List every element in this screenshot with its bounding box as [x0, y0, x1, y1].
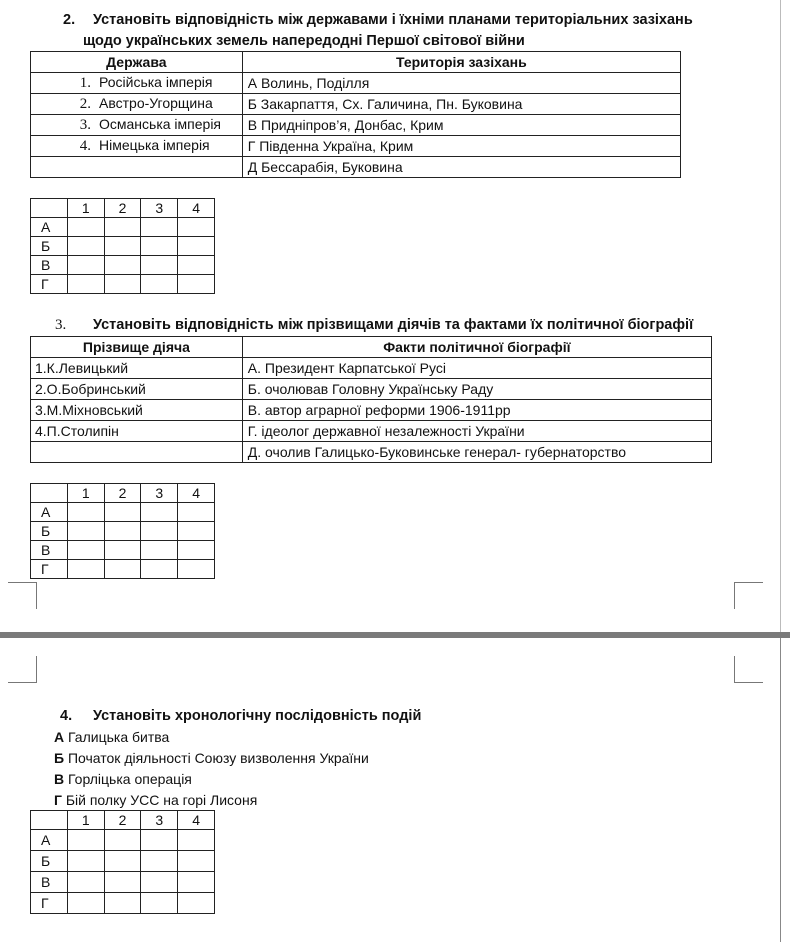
answer-cell[interactable] — [104, 830, 141, 851]
answer-cell[interactable] — [67, 893, 104, 914]
answer-cell[interactable] — [67, 872, 104, 893]
answer-cell[interactable] — [178, 218, 215, 237]
answer-cell[interactable] — [178, 522, 215, 541]
table-row — [31, 400, 712, 421]
fact-cell: Г. ідеолог державної незалежності України — [242, 421, 711, 442]
answer-cell[interactable] — [178, 256, 215, 275]
grid-row-label: Б — [31, 851, 68, 872]
answer-cell[interactable] — [141, 893, 178, 914]
answer-cell[interactable] — [178, 851, 215, 872]
answer-cell[interactable] — [67, 237, 104, 256]
person-cell: 2.О.Бобринський — [31, 379, 243, 400]
grid-row-label: Б — [31, 237, 68, 256]
table-cell — [31, 157, 243, 178]
column-header: Держава — [31, 52, 243, 73]
person-cell: 1.К.Левицький — [31, 358, 243, 379]
table-row — [31, 157, 681, 178]
grid-row-label: А — [31, 218, 68, 237]
answer-cell[interactable] — [141, 830, 178, 851]
answer-cell[interactable] — [104, 237, 141, 256]
table-cell — [31, 115, 243, 136]
territory-cell: Б Закарпаття, Сх. Галичина, Пн. Буковина — [242, 94, 680, 115]
grid-col-header: 4 — [178, 811, 215, 830]
q3-number: 3. — [55, 317, 67, 333]
state-name: Османська імперія — [99, 116, 222, 132]
event-letter: В — [54, 771, 65, 787]
fact-cell: А. Президент Карпатської Русі — [242, 358, 711, 379]
grid-col-header: 1 — [67, 811, 104, 830]
event-text: Горліцька операція — [68, 771, 192, 787]
state-name: Німецька імперія — [99, 137, 210, 153]
grid-row-label: В — [31, 256, 68, 275]
territory-cell: А Волинь, Поділля — [242, 73, 680, 94]
answer-grid — [30, 483, 215, 579]
answer-cell[interactable] — [67, 218, 104, 237]
answer-cell[interactable] — [141, 218, 178, 237]
answer-cell[interactable] — [67, 541, 104, 560]
answer-cell[interactable] — [141, 522, 178, 541]
grid-corner — [31, 811, 68, 830]
answer-cell[interactable] — [67, 275, 104, 294]
q4-event-list — [54, 727, 369, 811]
answer-cell[interactable] — [67, 522, 104, 541]
answer-cell[interactable] — [67, 851, 104, 872]
answer-cell[interactable] — [67, 830, 104, 851]
territory-cell: Г Південна Україна, Крим — [242, 136, 680, 157]
table-row — [31, 115, 681, 136]
answer-cell[interactable] — [141, 256, 178, 275]
table-header-row — [31, 52, 681, 73]
answer-cell[interactable] — [178, 893, 215, 914]
grid-row-label: Г — [31, 893, 68, 914]
table-row — [31, 94, 681, 115]
column-header: Територія зазіхань — [242, 52, 680, 73]
table-row — [31, 379, 712, 400]
state-name: Російська імперія — [99, 74, 213, 90]
state-name: Австро-Угорщина — [99, 95, 213, 111]
table-row — [31, 136, 681, 157]
q2-title-line2: щодо українських земель напередодні Першої світової війни — [83, 33, 525, 49]
table-row — [31, 358, 712, 379]
answer-cell[interactable] — [178, 541, 215, 560]
territory-cell: Д Бессарабія, Буковина — [242, 157, 680, 178]
answer-cell[interactable] — [178, 830, 215, 851]
answer-cell[interactable] — [141, 503, 178, 522]
grid-row-label: Г — [31, 275, 68, 294]
answer-cell[interactable] — [104, 503, 141, 522]
answer-cell[interactable] — [67, 560, 104, 579]
grid-col-header: 3 — [141, 199, 178, 218]
grid-row-label: Г — [31, 560, 68, 579]
grid-col-header: 1 — [67, 199, 104, 218]
q3-title-text: Установіть відповідність між прізвищами діячів та фактами їх політичної біографії — [93, 317, 694, 333]
answer-cell[interactable] — [104, 275, 141, 294]
q2-number: 2. — [63, 12, 76, 28]
grid-col-header: 1 — [67, 484, 104, 503]
q4-title-text: Установіть хронологічну послідовність подій — [93, 708, 422, 724]
list-item — [54, 727, 369, 748]
event-text: Бій полку УСС на горі Лисоня — [65, 792, 258, 808]
row-number: 2. — [79, 96, 91, 112]
person-cell — [31, 442, 243, 463]
table-row — [31, 73, 681, 94]
answer-cell[interactable] — [104, 218, 141, 237]
answer-cell[interactable] — [141, 541, 178, 560]
grid-col-header: 2 — [104, 484, 141, 503]
grid-col-header: 4 — [178, 484, 215, 503]
fact-cell: В. автор аграрної реформи 1906-1911рр — [242, 400, 711, 421]
q2-title — [63, 10, 693, 30]
table-cell — [31, 94, 243, 115]
margin-corner-mark — [734, 656, 763, 683]
event-letter: Г — [54, 792, 62, 808]
grid-col-header: 4 — [178, 199, 215, 218]
event-text: Галицька битва — [68, 729, 170, 745]
q3-title — [55, 315, 693, 335]
event-letter: А — [54, 729, 65, 745]
list-item — [54, 769, 369, 790]
person-cell: 4.П.Столипін — [31, 421, 243, 442]
answer-cell[interactable] — [104, 522, 141, 541]
answer-grid — [30, 810, 215, 914]
grid-col-header: 3 — [141, 811, 178, 830]
fact-cell: Б. очолював Головну Українську Раду — [242, 379, 711, 400]
person-cell: 3.М.Міхновський — [31, 400, 243, 421]
answer-cell[interactable] — [178, 872, 215, 893]
answer-cell[interactable] — [141, 872, 178, 893]
row-number: 3. — [79, 117, 91, 133]
margin-corner-mark — [734, 582, 763, 609]
grid-col-header: 2 — [104, 199, 141, 218]
grid-row-label: А — [31, 503, 68, 522]
answer-cell[interactable] — [178, 503, 215, 522]
table-cell — [31, 73, 243, 94]
answer-cell[interactable] — [141, 275, 178, 294]
table-row — [31, 421, 712, 442]
event-letter: Б — [54, 750, 65, 766]
grid-corner — [31, 484, 68, 503]
fact-cell: Д. очолив Галицько-Буковинське генерал- губернаторство — [242, 442, 711, 463]
list-item — [54, 790, 369, 811]
row-number: 4. — [79, 138, 91, 154]
answer-cell[interactable] — [141, 237, 178, 256]
event-text: Початок діяльності Союзу визволення України — [67, 750, 369, 766]
grid-corner — [31, 199, 68, 218]
answer-cell[interactable] — [67, 503, 104, 522]
q3-match-table — [30, 336, 712, 463]
answer-cell[interactable] — [178, 560, 215, 579]
answer-cell[interactable] — [104, 560, 141, 579]
answer-cell[interactable] — [67, 256, 104, 275]
column-header: Прізвище діяча — [31, 337, 243, 358]
q4-number: 4. — [60, 708, 73, 724]
grid-row-label: А — [31, 830, 68, 851]
row-number: 1. — [79, 75, 91, 91]
list-item — [54, 748, 369, 769]
answer-cell[interactable] — [141, 560, 178, 579]
answer-grid — [30, 198, 215, 294]
q2-match-table — [30, 51, 681, 178]
answer-cell[interactable] — [104, 872, 141, 893]
grid-row-label: В — [31, 872, 68, 893]
table-row — [31, 442, 712, 463]
answer-cell[interactable] — [104, 851, 141, 872]
territory-cell: В Придніпров’я, Донбас, Крим — [242, 115, 680, 136]
answer-cell[interactable] — [178, 275, 215, 294]
grid-row-label: В — [31, 541, 68, 560]
grid-col-header: 3 — [141, 484, 178, 503]
answer-cell[interactable] — [104, 256, 141, 275]
grid-col-header: 2 — [104, 811, 141, 830]
answer-cell[interactable] — [141, 851, 178, 872]
grid-row-label: Б — [31, 522, 68, 541]
answer-cell[interactable] — [104, 541, 141, 560]
q2-title-line1: Установіть відповідність між державами і їхніми планами територіальних зазіхань — [93, 12, 693, 28]
margin-corner-mark — [8, 656, 37, 683]
table-cell — [31, 136, 243, 157]
answer-cell[interactable] — [178, 237, 215, 256]
column-header: Факти політичної біографії — [242, 337, 711, 358]
answer-cell[interactable] — [104, 893, 141, 914]
q4-title — [60, 706, 421, 726]
table-header-row — [31, 337, 712, 358]
margin-corner-mark — [8, 582, 37, 609]
